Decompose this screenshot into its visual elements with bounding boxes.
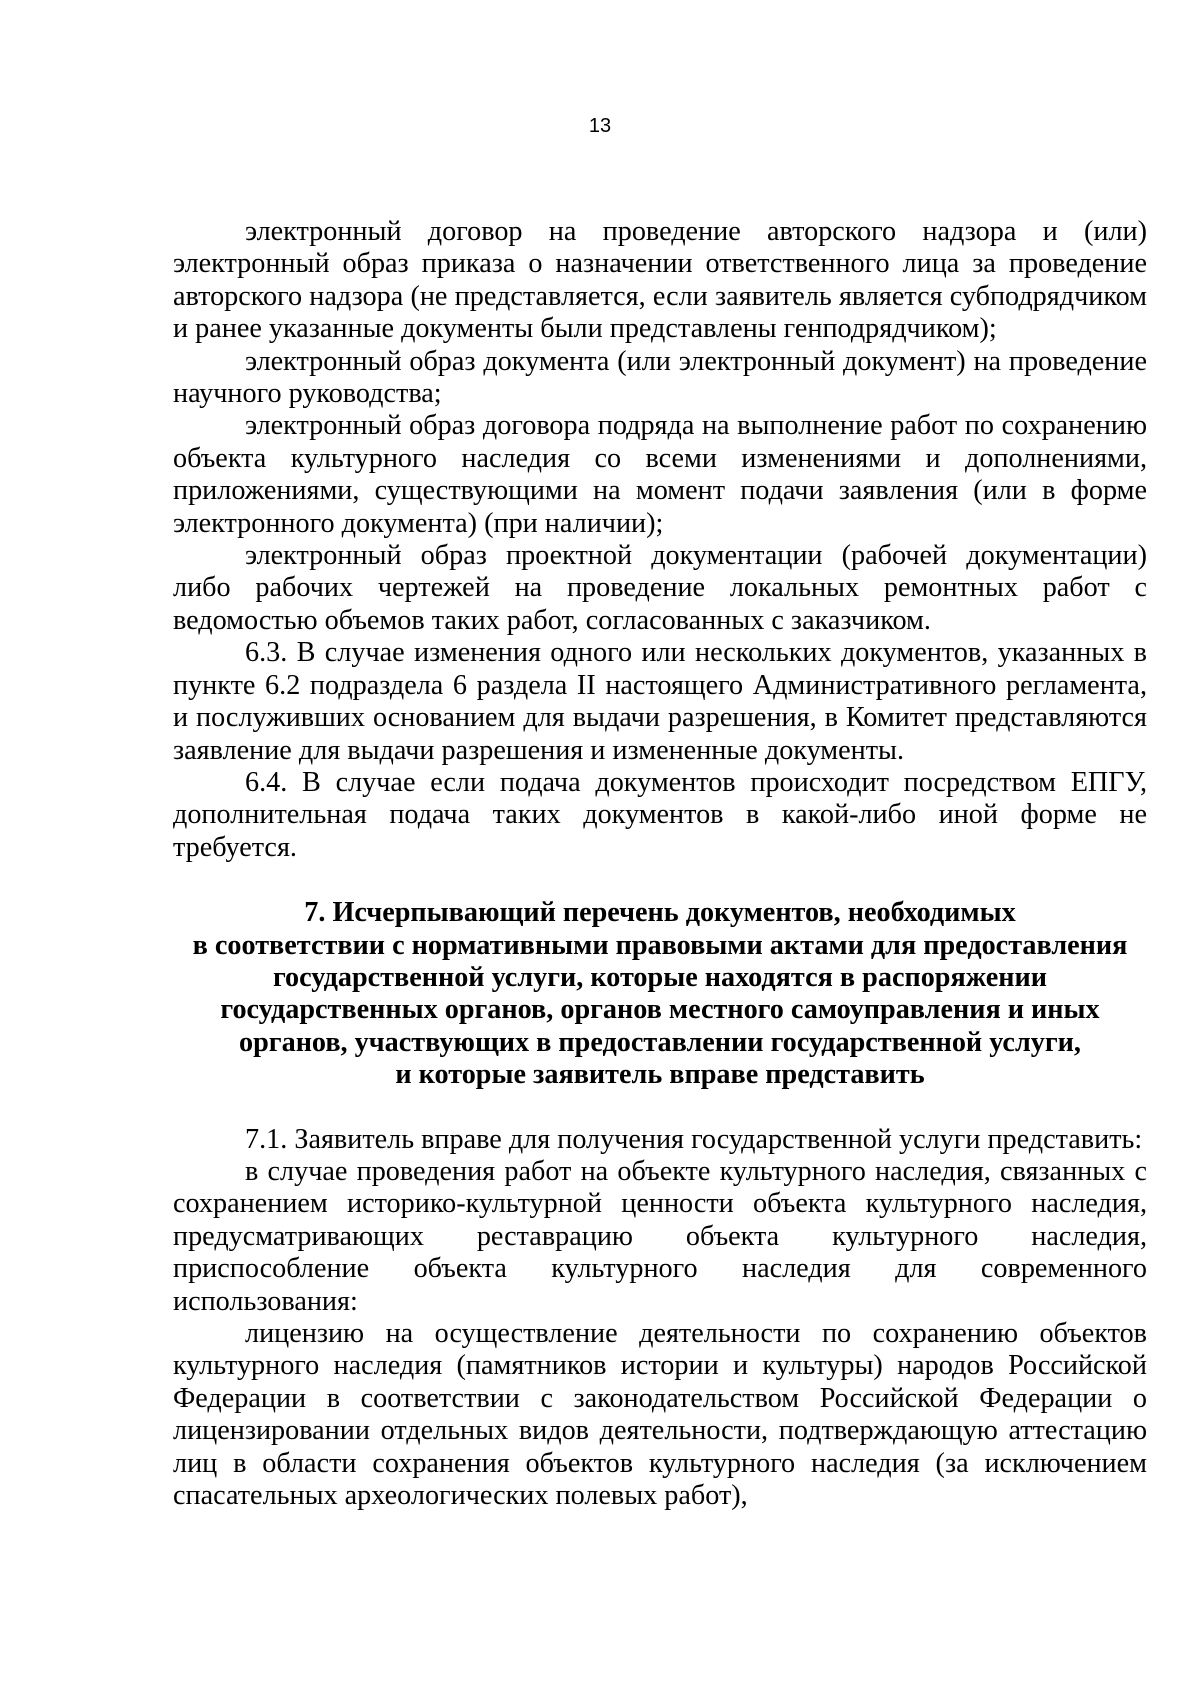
heading-line: и которые заявитель вправе представить [395, 1059, 925, 1091]
heading-line: органов, участвующих в предоставлении государственной услуги, [239, 1026, 1081, 1058]
paragraph-license: лицензию на осуществление деятельности по сохранению объектов культурного наследия (памятников истории и культуры) народов Российской Федерации в соответствии с законодательством Российской Федерации о лицензировании отдельных видов деятельности, подтверждающую аттестацию лиц в области сохранения объектов культурного наследия (за исключением спасательных археологических полевых работ), [173, 1318, 1147, 1512]
section-7-heading [173, 897, 1147, 1091]
page-number: 13 [588, 115, 612, 137]
document-body [173, 216, 1147, 1512]
paragraph-contract-works: электронный образ договора подряда на выполнение работ по сохранению объекта культурного наследия со всеми изменениями и дополнениями, приложениями, существующими на момент подачи заявления (или в форме электронного документа) (при наличии); [173, 410, 1147, 539]
paragraph-7-1: 7.1. Заявитель вправе для получения государственной услуги представить: [245, 1123, 1143, 1155]
paragraph-6-3: 6.3. В случае изменения одного или нескольких документов, указанных в пункте 6.2 подраздела 6 раздела II настоящего Административного регламента, и послуживших основанием для выдачи разрешения, в Комитет представляются заявление для выдачи разрешения и измененные документы. [173, 637, 1147, 766]
heading-line: государственных органов, органов местного самоуправления и иных [220, 994, 1100, 1026]
paragraph-cultural-heritage-works: в случае проведения работ на объекте культурного наследия, связанных с сохранением историко-культурной ценности объекта культурного наследия, предусматривающих реставрацию объекта культурного наследия, приспособление объекта культурного наследия для современного использования: [173, 1155, 1147, 1317]
paragraph-project-documentation: электронный образ проектной документации (рабочей документации) либо рабочих чертежей на проведение локальных ремонтных работ с ведомостью объемов таких работ, согласованных с заказчиком. [173, 540, 1147, 636]
paragraph-author-supervision-contract: электронный договор на проведение авторского надзора и (или) электронный образ приказа о назначении ответственного лица за проведение авторского надзора (не представляется, если заявитель является субподрядчиком и ранее указанные документы были представлены генподрядчиком); [173, 216, 1147, 345]
heading-line: в соответствии с нормативными правовыми актами для предоставления [192, 929, 1128, 961]
heading-line: 7. Исчерпывающий перечень документов, необходимых [304, 897, 1016, 929]
paragraph-6-4: 6.4. В случае если подача документов происходит посредством ЕПГУ, дополнительная подача таких документов в какой-либо иной форме не требуется. [173, 766, 1147, 863]
paragraph-scientific-guidance: электронный образ документа (или электронный документ) на проведение научного руководства; [173, 345, 1147, 410]
heading-line: государственной услуги, которые находятся в распоряжении [272, 961, 1048, 993]
